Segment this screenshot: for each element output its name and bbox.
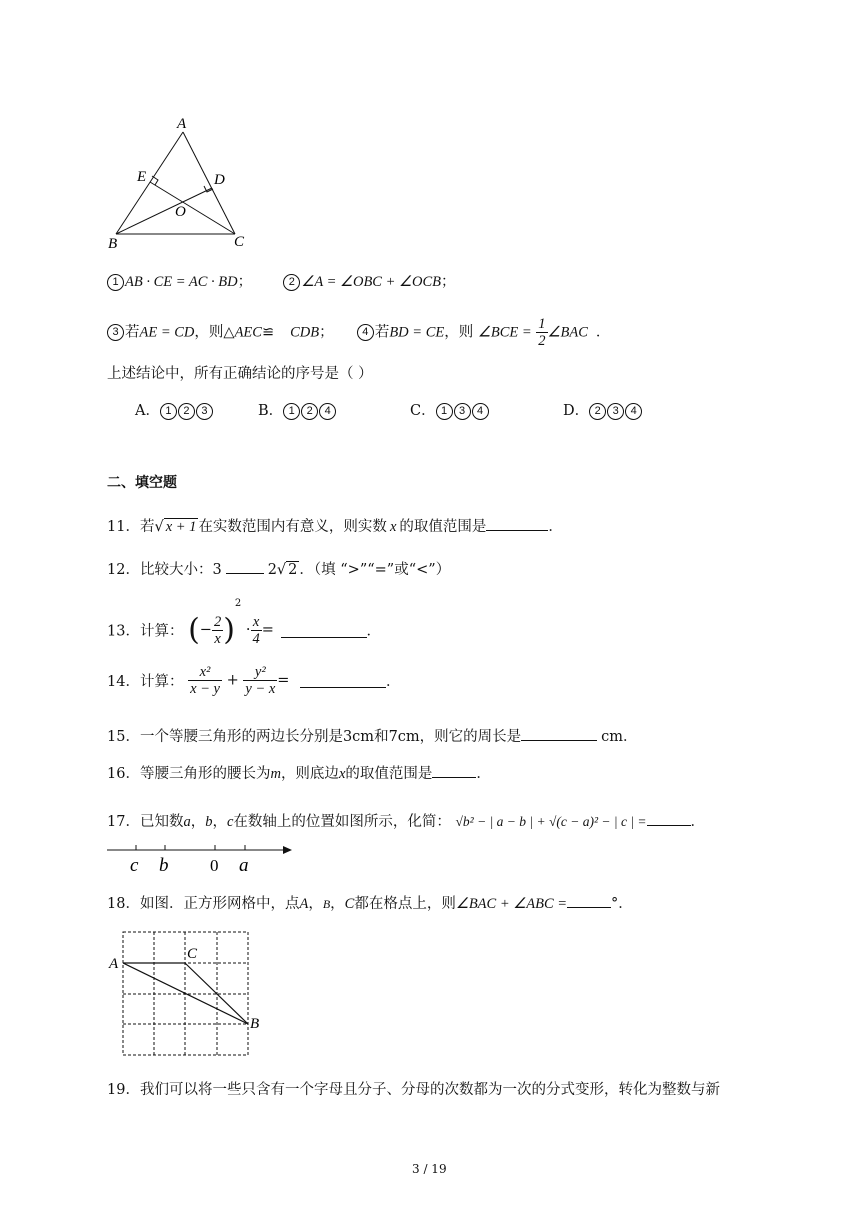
label-O: O xyxy=(175,204,186,220)
number-line xyxy=(105,838,295,878)
circled-number: 2 xyxy=(283,274,300,291)
option-label: B． xyxy=(258,403,284,419)
text: 若 xyxy=(125,324,140,341)
circled-number: 1 xyxy=(107,274,124,291)
option-label: A． xyxy=(135,403,160,419)
grid-label-B: B xyxy=(250,1016,260,1032)
label-A: A xyxy=(177,116,187,132)
answer-blank[interactable] xyxy=(226,559,264,574)
question-16: 16．等腰三角形的腰长为m，则底边x的取值范围是 ． xyxy=(107,762,491,783)
question-stem: 上述结论中，所有正确结论的序号是（ ） xyxy=(107,366,373,382)
text: ，则△ xyxy=(194,324,235,341)
answer-blank[interactable] xyxy=(486,516,548,531)
triangle-figure xyxy=(100,112,260,257)
separator: ； xyxy=(441,274,456,290)
label-D: D xyxy=(214,172,225,188)
numberline-label-0: 0 xyxy=(210,856,219,875)
circled-number: 3 xyxy=(107,324,124,341)
answer-blank[interactable] xyxy=(521,726,597,741)
question-11: 11．若√ x + 1 在实数范围内有意义，则实数 x 的取值范围是 ． xyxy=(107,515,563,536)
section-heading: 二、填空题 xyxy=(107,475,177,491)
question-17: 17．已知数a，b，c在数轴上的位置如图所示，化简： √b² − | a − b | + √(c − a)² − | c | = ． xyxy=(107,810,705,831)
condition-3: AE = CD xyxy=(139,324,195,341)
option-c[interactable]: C． 1 3 4 xyxy=(410,399,490,420)
text: ，则 xyxy=(444,324,474,341)
statements-3-4 xyxy=(107,316,610,349)
option-a[interactable]: A． 1 2 3 xyxy=(135,399,214,420)
question-18: 18．如图．正方形网格中，点A，B，C都在格点上，则∠BAC + ∠ABC = °． xyxy=(107,892,633,913)
separator: ； xyxy=(237,274,253,290)
answer-blank[interactable] xyxy=(647,811,691,826)
numberline-label-c: c xyxy=(130,855,139,876)
triangle-1: AEC xyxy=(234,324,262,341)
question-15: 15．一个等腰三角形的两边长分别是3cm和7cm，则它的周长是 cm． xyxy=(107,725,638,746)
statements-1-2 xyxy=(107,270,456,291)
option-b[interactable]: B． 1 2 4 xyxy=(258,399,337,420)
angle-expr: ∠BAC xyxy=(547,324,588,341)
numberline-label-b: b xyxy=(159,855,169,876)
answer-blank[interactable] xyxy=(432,763,476,778)
angle-expr: ∠BCE = xyxy=(477,324,532,341)
answer-blank[interactable] xyxy=(281,623,367,638)
fraction-half: $\frac{1}{2}$ xyxy=(538,316,546,349)
text: 若 xyxy=(374,324,390,341)
period: ． xyxy=(595,324,611,341)
question-12: 12．比较大小：3 2√ 2 ．（填 “>”“=”或“<”） xyxy=(107,558,450,579)
grid-label-C: C xyxy=(187,946,198,962)
triangle-2: CDB xyxy=(290,324,320,341)
question-14: 14．计算： $\frac{\text{x²}}{x - y}$ + $\frac{\text{y²}}{y - x}$ = ． xyxy=(107,664,401,697)
congruent-symbol: ≌ xyxy=(261,324,275,341)
grid-figure xyxy=(105,925,275,1060)
page-number: 3 / 19 xyxy=(412,1162,447,1176)
grid-label-A: A xyxy=(109,956,119,972)
question-19: 19．我们可以将一些只含有一个字母且分子、分母的次数都为一次的分式变形，转化为整数与新 xyxy=(107,1082,720,1098)
label-B: B xyxy=(108,236,118,252)
answer-blank[interactable] xyxy=(300,673,386,688)
question-13: 13．计算： (− $\frac{2}{x}$ )$^2$ · $\frac{x}{4}$ = ． xyxy=(107,598,382,648)
circled-number: 4 xyxy=(357,324,374,341)
condition-4: BD = CE xyxy=(389,324,445,341)
option-d[interactable]: D． 2 3 4 xyxy=(563,399,643,420)
statement-1: AB · CE = AC · BD xyxy=(125,274,238,290)
option-label: C． xyxy=(410,403,436,419)
statement-2: ∠A = ∠OBC + ∠OCB xyxy=(301,274,442,290)
label-E: E xyxy=(137,169,147,185)
option-label: D． xyxy=(563,403,590,419)
separator: ； xyxy=(319,324,334,341)
answer-blank[interactable] xyxy=(567,893,611,908)
label-C: C xyxy=(234,234,245,250)
numberline-label-a: a xyxy=(239,855,249,876)
